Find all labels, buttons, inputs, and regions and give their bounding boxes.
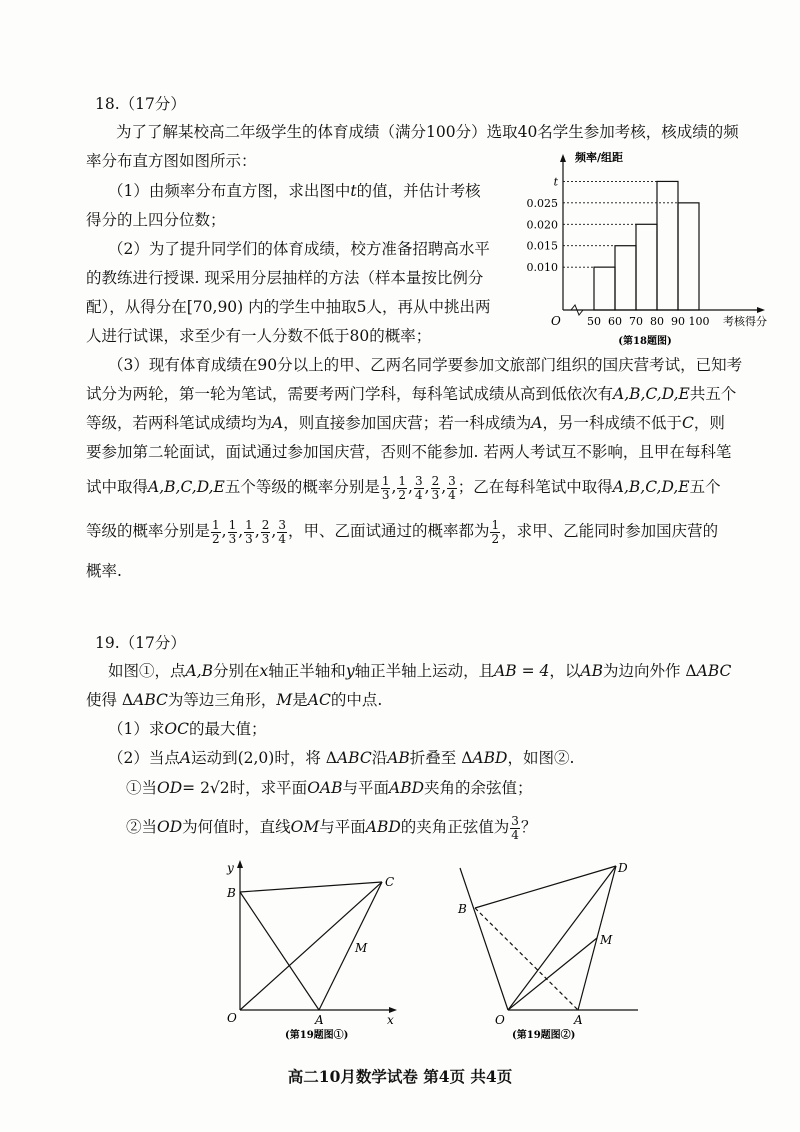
origin-label: O <box>551 314 561 328</box>
label-C: C <box>385 875 395 889</box>
histogram-bar <box>657 181 678 310</box>
figure-19-1 <box>215 850 405 1045</box>
fraction: $\frac{2}{3}$ <box>431 473 440 502</box>
label-x: x <box>387 1013 394 1027</box>
segment-AC <box>319 882 382 1010</box>
q18-part3-line3: 等级，若两科笔试成绩均为A，则直接参加国庆营；若一科成绩为A，另一科成绩不低于C，则 <box>86 414 725 432</box>
q18-intro-line1: 为了了解某校高二年级学生的体育成绩（满分100分）选取40名学生参加考核，核成绩的频 <box>116 123 739 141</box>
sine-value: $\frac{3}{4}$ <box>511 813 519 842</box>
interview-probability: $\frac{1}{2}$ <box>491 517 500 546</box>
x-axis-arrow <box>757 307 765 313</box>
frequency-histogram <box>515 148 785 348</box>
label-y: y <box>227 861 234 875</box>
y-tick-label: 0.025 <box>526 196 558 210</box>
segment-OM <box>508 938 597 1010</box>
q18-part3-line6: 等级的概率分别是 $\frac{1}{2}$ , $\frac{1}{3}$ , $\frac{1}{3}$ , $\frac{2}{3}$ , $\frac{3}{4}$ ，甲、乙面试通过的概率都为 $\frac{1}{2}$ ，求甲、乙能同时参加国庆营的 <box>86 517 719 546</box>
q19-sub2-case1: ①当OD= 2√2时，求平面OAB与平面ABD夹角的余弦值； <box>126 779 533 797</box>
segment-BA <box>240 892 319 1010</box>
fraction: $\frac{3}{4}$ <box>448 473 456 502</box>
x-tick-label: 70 <box>629 315 643 328</box>
y-tick-label: 0.015 <box>526 239 558 253</box>
label-O: O <box>227 1011 237 1025</box>
label-M: M <box>600 933 613 947</box>
y-axis-label: 频率/组距 <box>575 151 624 164</box>
histogram-bar <box>636 224 657 310</box>
q18-part3-line7: 概率. <box>86 562 122 580</box>
label-B: B <box>458 902 467 916</box>
q18-part1-line2: 得分的上四分位数； <box>86 211 226 229</box>
label-A: A <box>315 1013 324 1027</box>
page-footer: 高二10月数学试卷 第4页 共4页 <box>287 1067 513 1086</box>
histogram-bar <box>594 267 615 310</box>
fraction: $\frac{1}{3}$ <box>381 473 390 502</box>
q18-part1-line1: （1）由频率分布直方图，求出图中t的值，并估计考核 <box>108 182 481 200</box>
q18-part3-line5: 试中取得A,B,C,D,E五个等级的概率分别是 $\frac{1}{3}$ , $\frac{1}{2}$ , $\frac{3}{4}$ , $\frac{2}{3}$ , $\frac{3}{4}$ ；乙在每科笔试中取得A,B,C,D,E五个 <box>86 473 721 502</box>
fraction: $\frac{1}{3}$ <box>228 517 237 546</box>
q19-heading: 19.（17分） <box>95 634 186 652</box>
q18-part3-line4: 要参加第二轮面试，面试通过参加国庆营，否则不能参加. 若两人考试互不影响，且甲在每科笔 <box>86 443 732 461</box>
x-tick-label: 80 <box>650 315 664 328</box>
histogram-bar <box>615 246 636 310</box>
x-axis-label: 考核得分 <box>723 315 767 328</box>
x-tick-label: 90 <box>671 315 685 328</box>
label-O: O <box>495 1013 505 1027</box>
figure-19-2-caption: (第19题图②) <box>512 1030 576 1041</box>
figure-19-2 <box>450 850 650 1045</box>
fraction: $\frac{1}{2}$ <box>212 517 220 546</box>
q18-heading: 18.（17分） <box>95 95 186 113</box>
x-tick-label: 50 <box>587 315 601 328</box>
q18-part2-line1: （2）为了提升同学们的体育成绩，校方准备招聘高水平 <box>108 240 490 258</box>
q19-line2: 使得 ΔABC为等边三角形，M是AC的中点. <box>86 691 383 709</box>
yi-probabilities: $\frac{1}{2}$ , $\frac{1}{3}$ , $\frac{1}{3}$ , $\frac{2}{3}$ , $\frac{3}{4}$ <box>212 517 286 546</box>
q19-sub2: （2）当点A运动到(2,0)时，将 ΔABC沿AB折叠至 ΔABD，如图②. <box>108 749 575 767</box>
y-tick-label: 0.020 <box>526 218 558 232</box>
y-axis-arrow <box>237 860 243 868</box>
q18-part2-line4: 人进行试课，求至少有一人分数不低于80的概率； <box>86 327 432 345</box>
chart-title: (第18题图) <box>618 336 672 347</box>
fraction: $\frac{3}{4}$ <box>414 473 423 502</box>
label-B: B <box>227 886 236 900</box>
q18-intro-line2: 率分布直方图如图所示： <box>86 152 257 170</box>
y-axis-arrow <box>560 154 566 162</box>
q19-line1: 如图①，点A,B分别在x轴正半轴和y轴正半轴上运动，且AB = 4，以AB为边向外作 ΔABC <box>108 662 732 680</box>
segment-BC <box>240 882 382 892</box>
q18-part3-line2: 试分为两轮，第一轮为笔试，需要考两门学科，每科笔试成绩从高到低依次有A,B,C,D,E共五个 <box>86 385 737 403</box>
label-D: D <box>618 861 628 875</box>
x-tick-label: 100 <box>688 315 710 328</box>
fraction: $\frac{1}{3}$ <box>245 517 253 546</box>
segment-BD <box>475 866 616 908</box>
q19-sub1: （1）求OC的最大值； <box>108 720 267 738</box>
fraction: $\frac{3}{4}$ <box>278 517 286 546</box>
jia-probabilities: $\frac{1}{3}$ , $\frac{1}{2}$ , $\frac{3}{4}$ , $\frac{2}{3}$ , $\frac{3}{4}$ <box>381 473 456 502</box>
fraction: $\frac{1}{2}$ <box>398 473 407 502</box>
histogram-bar <box>678 203 699 310</box>
slanted-axis <box>460 868 508 1010</box>
fraction: $\frac{2}{3}$ <box>261 517 270 546</box>
label-A: A <box>574 1013 583 1027</box>
y-tick-label: t <box>553 175 558 189</box>
label-M: M <box>355 941 368 955</box>
q18-part3-line1: （3）现有体育成绩在90分以上的甲、乙两名同学要参加文旅部门组织的国庆营考试，已知考 <box>108 356 743 374</box>
figure-19-1-caption: (第19题图①) <box>285 1030 349 1041</box>
q18-part2-line3: 配），从得分在[70,90) 内的学生中抽取5人，再从中挑出两 <box>86 298 491 316</box>
x-tick-label: 60 <box>608 315 622 328</box>
q18-part2-line2: 的教练进行授课. 现采用分层抽样的方法（样本量按比例分 <box>86 269 484 287</box>
q19-sub2-case2: ②当OD为何值时，直线OM与平面ABD的夹角正弦值为 $\frac{3}{4}$ ？ <box>126 813 537 842</box>
y-tick-label: 0.010 <box>526 261 558 275</box>
